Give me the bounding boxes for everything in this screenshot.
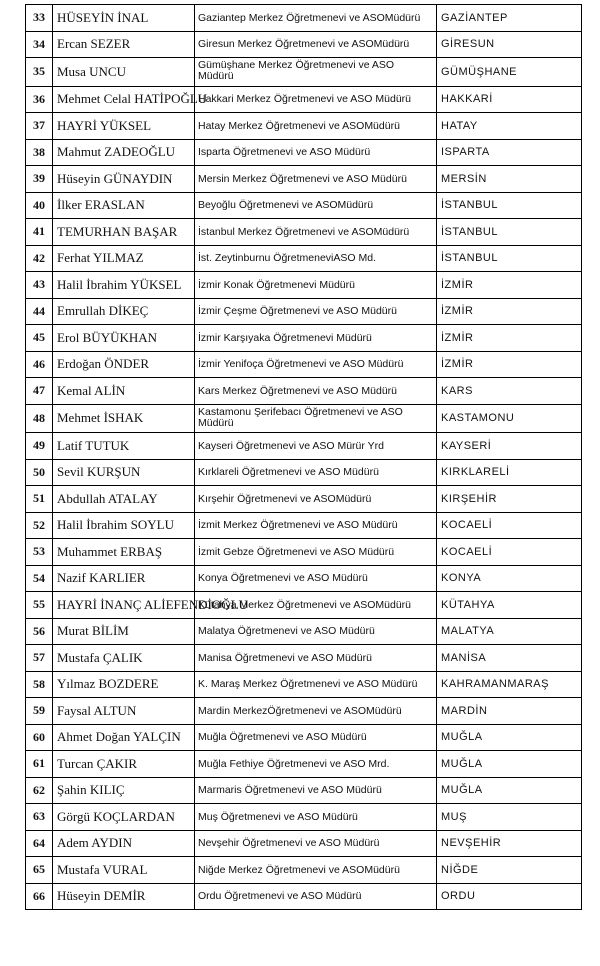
row-number-cell: 64 bbox=[26, 830, 53, 857]
city-cell: İZMİR bbox=[437, 325, 582, 352]
table-row bbox=[26, 325, 582, 352]
row-number-cell: 57 bbox=[26, 645, 53, 672]
table-row bbox=[26, 351, 582, 378]
table-row bbox=[26, 486, 582, 513]
row-number-cell: 47 bbox=[26, 378, 53, 405]
row-number-cell: 34 bbox=[26, 31, 53, 58]
row-number-cell: 51 bbox=[26, 486, 53, 513]
person-name-cell: İlker ERASLAN bbox=[53, 192, 195, 219]
table-row bbox=[26, 830, 582, 857]
person-name-cell: Halil İbrahim SOYLU bbox=[53, 512, 195, 539]
city-cell: İZMİR bbox=[437, 298, 582, 325]
person-name-cell: Mahmut ZADEOĞLU bbox=[53, 139, 195, 166]
person-name-cell: Halil İbrahim YÜKSEL bbox=[53, 272, 195, 299]
office-title-cell: Hatay Merkez Öğretmenevi ve ASOMüdürü bbox=[195, 113, 437, 140]
city-cell: KOCAELİ bbox=[437, 539, 582, 566]
city-cell: MERSİN bbox=[437, 166, 582, 193]
office-title-cell: İzmir Çeşme Öğretmenevi ve ASO Müdürü bbox=[195, 298, 437, 325]
office-title-cell: Kastamonu Şerifebacı Öğretmenevi ve ASO Müdürü bbox=[195, 404, 437, 433]
row-number-cell: 61 bbox=[26, 751, 53, 778]
row-number-cell: 41 bbox=[26, 219, 53, 246]
row-number-cell: 55 bbox=[26, 592, 53, 619]
row-number-cell: 36 bbox=[26, 86, 53, 113]
city-cell: KASTAMONU bbox=[437, 404, 582, 433]
table-row bbox=[26, 272, 582, 299]
table-row bbox=[26, 777, 582, 804]
city-cell: GÜMÜŞHANE bbox=[437, 58, 582, 87]
person-name-cell: Hüseyin GÜNAYDIN bbox=[53, 166, 195, 193]
person-name-cell: Mehmet İSHAK bbox=[53, 404, 195, 433]
city-cell: GAZİANTEP bbox=[437, 5, 582, 32]
city-cell: İSTANBUL bbox=[437, 245, 582, 272]
staff-table bbox=[25, 4, 582, 910]
person-name-cell: Ercan SEZER bbox=[53, 31, 195, 58]
table-row bbox=[26, 857, 582, 884]
person-name-cell: Mustafa VURAL bbox=[53, 857, 195, 884]
office-title-cell: Muğla Öğretmenevi ve ASO Müdürü bbox=[195, 724, 437, 751]
office-title-cell: Konya Öğretmenevi ve ASO Müdürü bbox=[195, 565, 437, 592]
person-name-cell: Muhammet ERBAŞ bbox=[53, 539, 195, 566]
office-title-cell: İzmit Gebze Öğretmenevi ve ASO Müdürü bbox=[195, 539, 437, 566]
city-cell: GİRESUN bbox=[437, 31, 582, 58]
table-row bbox=[26, 58, 582, 87]
person-name-cell: Ahmet Doğan YALÇIN bbox=[53, 724, 195, 751]
document-page bbox=[25, 4, 581, 910]
city-cell: MALATYA bbox=[437, 618, 582, 645]
row-number-cell: 42 bbox=[26, 245, 53, 272]
person-name-cell: HAYRİ İNANÇ ALİEFENDİOĞLU bbox=[53, 592, 195, 619]
row-number-cell: 43 bbox=[26, 272, 53, 299]
office-title-cell: Beyoğlu Öğretmenevi ve ASOMüdürü bbox=[195, 192, 437, 219]
city-cell: İZMİR bbox=[437, 272, 582, 299]
row-number-cell: 44 bbox=[26, 298, 53, 325]
city-cell: KIRKLARELİ bbox=[437, 459, 582, 486]
person-name-cell: Mehmet Celal HATİPOĞLU bbox=[53, 86, 195, 113]
row-number-cell: 37 bbox=[26, 113, 53, 140]
office-title-cell: Kütahya Merkez Öğretmenevi ve ASOMüdürü bbox=[195, 592, 437, 619]
row-number-cell: 45 bbox=[26, 325, 53, 352]
person-name-cell: Abdullah ATALAY bbox=[53, 486, 195, 513]
person-name-cell: Nazif KARLIER bbox=[53, 565, 195, 592]
city-cell: HAKKARİ bbox=[437, 86, 582, 113]
city-cell: İSTANBUL bbox=[437, 192, 582, 219]
row-number-cell: 33 bbox=[26, 5, 53, 32]
staff-table-body bbox=[26, 5, 582, 910]
table-row bbox=[26, 245, 582, 272]
office-title-cell: İzmir Konak Öğretmenevi Müdürü bbox=[195, 272, 437, 299]
office-title-cell: Kırklareli Öğretmenevi ve ASO Müdürü bbox=[195, 459, 437, 486]
person-name-cell: HÜSEYİN İNAL bbox=[53, 5, 195, 32]
city-cell: KAHRAMANMARAŞ bbox=[437, 671, 582, 698]
person-name-cell: Görgü KOÇLARDAN bbox=[53, 804, 195, 831]
office-title-cell: Muğla Fethiye Öğretmenevi ve ASO Mrd. bbox=[195, 751, 437, 778]
office-title-cell: Malatya Öğretmenevi ve ASO Müdürü bbox=[195, 618, 437, 645]
city-cell: MANİSA bbox=[437, 645, 582, 672]
table-row bbox=[26, 433, 582, 460]
city-cell: İSTANBUL bbox=[437, 219, 582, 246]
person-name-cell: Adem AYDIN bbox=[53, 830, 195, 857]
row-number-cell: 38 bbox=[26, 139, 53, 166]
office-title-cell: İst. Zeytinburnu ÖğretmeneviASO Md. bbox=[195, 245, 437, 272]
office-title-cell: İzmir Yenifoça Öğretmenevi ve ASO Müdürü bbox=[195, 351, 437, 378]
table-row bbox=[26, 883, 582, 910]
row-number-cell: 60 bbox=[26, 724, 53, 751]
city-cell: MUĞLA bbox=[437, 777, 582, 804]
row-number-cell: 50 bbox=[26, 459, 53, 486]
table-row bbox=[26, 166, 582, 193]
office-title-cell: Marmaris Öğretmenevi ve ASO Müdürü bbox=[195, 777, 437, 804]
person-name-cell: Şahin KILIÇ bbox=[53, 777, 195, 804]
city-cell: KONYA bbox=[437, 565, 582, 592]
table-row bbox=[26, 804, 582, 831]
person-name-cell: Mustafa ÇALIK bbox=[53, 645, 195, 672]
city-cell: İZMİR bbox=[437, 351, 582, 378]
table-row bbox=[26, 618, 582, 645]
table-row bbox=[26, 219, 582, 246]
row-number-cell: 58 bbox=[26, 671, 53, 698]
person-name-cell: Murat BİLİM bbox=[53, 618, 195, 645]
office-title-cell: Kırşehir Öğretmenevi ve ASOMüdürü bbox=[195, 486, 437, 513]
row-number-cell: 62 bbox=[26, 777, 53, 804]
table-row bbox=[26, 592, 582, 619]
office-title-cell: Giresun Merkez Öğretmenevi ve ASOMüdürü bbox=[195, 31, 437, 58]
office-title-cell: K. Maraş Merkez Öğretmenevi ve ASO Müdürü bbox=[195, 671, 437, 698]
person-name-cell: Ferhat YILMAZ bbox=[53, 245, 195, 272]
person-name-cell: Hüseyin DEMİR bbox=[53, 883, 195, 910]
person-name-cell: Sevil KURŞUN bbox=[53, 459, 195, 486]
person-name-cell: HAYRİ YÜKSEL bbox=[53, 113, 195, 140]
table-row bbox=[26, 298, 582, 325]
table-row bbox=[26, 565, 582, 592]
row-number-cell: 63 bbox=[26, 804, 53, 831]
office-title-cell: Hakkari Merkez Öğretmenevi ve ASO Müdürü bbox=[195, 86, 437, 113]
table-row bbox=[26, 378, 582, 405]
row-number-cell: 40 bbox=[26, 192, 53, 219]
person-name-cell: Kemal ALİN bbox=[53, 378, 195, 405]
city-cell: MUĞLA bbox=[437, 724, 582, 751]
row-number-cell: 56 bbox=[26, 618, 53, 645]
person-name-cell: Erol BÜYÜKHAN bbox=[53, 325, 195, 352]
table-row bbox=[26, 751, 582, 778]
office-title-cell: Mardin MerkezÖğretmenevi ve ASOMüdürü bbox=[195, 698, 437, 725]
office-title-cell: Nevşehir Öğretmenevi ve ASO Müdürü bbox=[195, 830, 437, 857]
table-row bbox=[26, 139, 582, 166]
row-number-cell: 53 bbox=[26, 539, 53, 566]
office-title-cell: Mersin Merkez Öğretmenevi ve ASO Müdürü bbox=[195, 166, 437, 193]
city-cell: NEVŞEHİR bbox=[437, 830, 582, 857]
office-title-cell: İstanbul Merkez Öğretmenevi ve ASOMüdürü bbox=[195, 219, 437, 246]
table-row bbox=[26, 459, 582, 486]
office-title-cell: Gümüşhane Merkez Öğretmenevi ve ASO Müdürü bbox=[195, 58, 437, 87]
city-cell: KIRŞEHİR bbox=[437, 486, 582, 513]
person-name-cell: Musa UNCU bbox=[53, 58, 195, 87]
row-number-cell: 46 bbox=[26, 351, 53, 378]
person-name-cell: Faysal ALTUN bbox=[53, 698, 195, 725]
table-row bbox=[26, 31, 582, 58]
office-title-cell: Niğde Merkez Öğretmenevi ve ASOMüdürü bbox=[195, 857, 437, 884]
office-title-cell: Isparta Öğretmenevi ve ASO Müdürü bbox=[195, 139, 437, 166]
table-row bbox=[26, 645, 582, 672]
city-cell: HATAY bbox=[437, 113, 582, 140]
row-number-cell: 49 bbox=[26, 433, 53, 460]
city-cell: ISPARTA bbox=[437, 139, 582, 166]
city-cell: ORDU bbox=[437, 883, 582, 910]
city-cell: KARS bbox=[437, 378, 582, 405]
row-number-cell: 39 bbox=[26, 166, 53, 193]
office-title-cell: Kars Merkez Öğretmenevi ve ASO Müdürü bbox=[195, 378, 437, 405]
person-name-cell: Yılmaz BOZDERE bbox=[53, 671, 195, 698]
table-row bbox=[26, 86, 582, 113]
table-row bbox=[26, 539, 582, 566]
table-row bbox=[26, 404, 582, 433]
row-number-cell: 54 bbox=[26, 565, 53, 592]
table-row bbox=[26, 113, 582, 140]
city-cell: KOCAELİ bbox=[437, 512, 582, 539]
row-number-cell: 48 bbox=[26, 404, 53, 433]
office-title-cell: İzmir Karşıyaka Öğretmenevi Müdürü bbox=[195, 325, 437, 352]
office-title-cell: Ordu Öğretmenevi ve ASO Müdürü bbox=[195, 883, 437, 910]
office-title-cell: Gaziantep Merkez Öğretmenevi ve ASOMüdürü bbox=[195, 5, 437, 32]
office-title-cell: İzmit Merkez Öğretmenevi ve ASO Müdürü bbox=[195, 512, 437, 539]
table-row bbox=[26, 698, 582, 725]
row-number-cell: 66 bbox=[26, 883, 53, 910]
city-cell: MUŞ bbox=[437, 804, 582, 831]
table-row bbox=[26, 5, 582, 32]
row-number-cell: 52 bbox=[26, 512, 53, 539]
office-title-cell: Muş Öğretmenevi ve ASO Müdürü bbox=[195, 804, 437, 831]
city-cell: KAYSERİ bbox=[437, 433, 582, 460]
person-name-cell: Erdoğan ÖNDER bbox=[53, 351, 195, 378]
row-number-cell: 35 bbox=[26, 58, 53, 87]
office-title-cell: Manisa Öğretmenevi ve ASO Müdürü bbox=[195, 645, 437, 672]
person-name-cell: Latif TUTUK bbox=[53, 433, 195, 460]
table-row bbox=[26, 724, 582, 751]
city-cell: MARDİN bbox=[437, 698, 582, 725]
city-cell: KÜTAHYA bbox=[437, 592, 582, 619]
person-name-cell: Emrullah DİKEÇ bbox=[53, 298, 195, 325]
city-cell: NİĞDE bbox=[437, 857, 582, 884]
table-row bbox=[26, 512, 582, 539]
row-number-cell: 65 bbox=[26, 857, 53, 884]
office-title-cell: Kayseri Öğretmenevi ve ASO Mürür Yrd bbox=[195, 433, 437, 460]
row-number-cell: 59 bbox=[26, 698, 53, 725]
table-row bbox=[26, 192, 582, 219]
person-name-cell: TEMURHAN BAŞAR bbox=[53, 219, 195, 246]
table-row bbox=[26, 671, 582, 698]
person-name-cell: Turcan ÇAKIR bbox=[53, 751, 195, 778]
city-cell: MUĞLA bbox=[437, 751, 582, 778]
